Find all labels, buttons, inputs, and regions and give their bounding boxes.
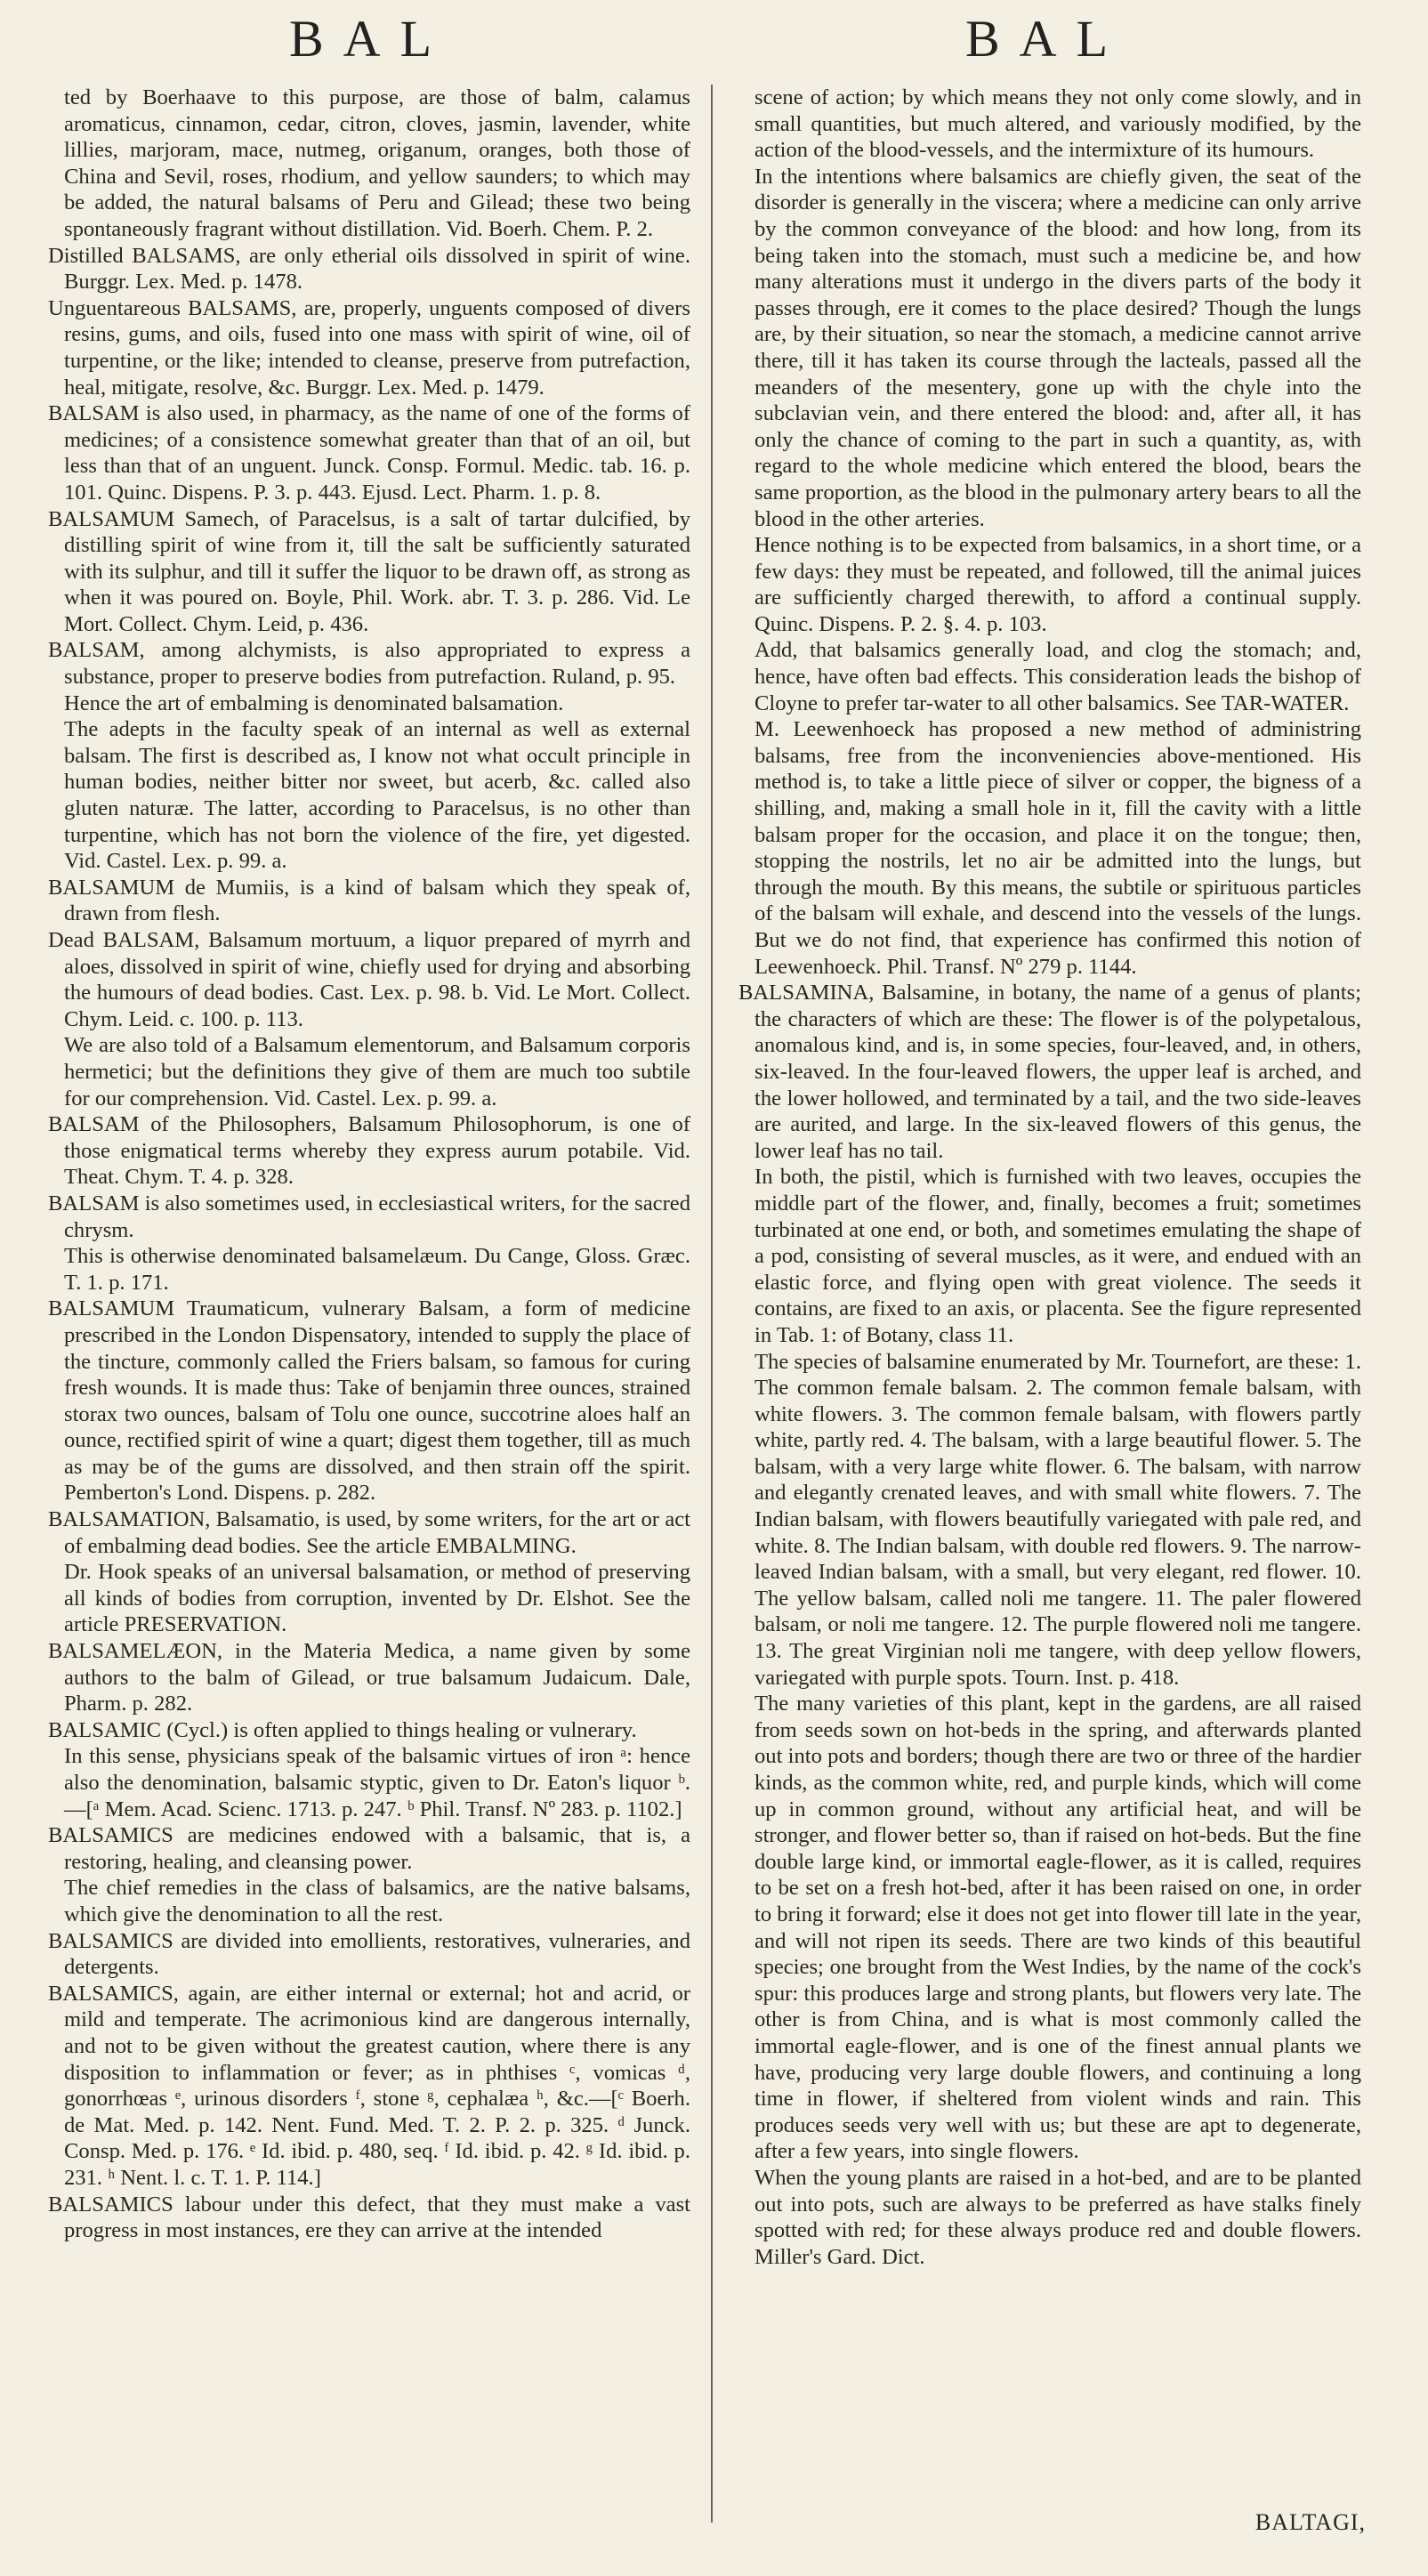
entry-paragraph: We are also told of a Balsamum elementorum, and Balsamum corporis hermetici; but the definitions they give of them are much too subtile for our comprehension. Vid. Castel. Lex. p. 99. a.	[64, 1033, 690, 1110]
running-head-right: BAL	[965, 10, 1127, 68]
entry-paragraph: The chief remedies in the class of balsamics, are the native balsams, which give the denomination to all the rest.	[64, 1876, 690, 1926]
running-head-left: BAL	[289, 10, 451, 68]
dictionary-entry: BALSAMATION, Balsamatio, is used, by some writers, for the art or act of embalming dead bodies. See the article EMBALMING.	[48, 1507, 690, 1558]
entry-paragraph: The adepts in the faculty speak of an internal as well as external balsam. The first is described as, I know not what occult principle in human bodies, neither bitter nor sweet, but acerb, &c. called also gluten naturæ. The latter, according to Paracelsus, is no other than turpentine, which has not born the violence of the fire, yet digested. Vid. Castel. Lex. p. 99. a.	[64, 717, 690, 874]
entry-paragraph: In this sense, physicians speak of the balsamic virtues of iron ᵃ: hence also the denomination, balsamic styptic, given to Dr. Eaton's liquor ᵇ.—[ᵃ Mem. Acad. Scienc. 1713. p. 247. ᵇ Phil. Transf. Nº 283. p. 1102.]	[64, 1744, 690, 1821]
dictionary-entry: BALSAM of the Philosophers, Balsamum Philosophorum, is one of those enigmatical terms whereby they express aurum potabile. Vid. Theat. Chym. T. 4. p. 328.	[48, 1112, 690, 1190]
entry-paragraph: In both, the pistil, which is furnished with two leaves, occupies the middle part of the flower, and, finally, becomes a fruit; sometimes turbinated at one end, or both, and sometimes emulating the shape of a pod, consisting of several muscles, as it were, and endued with an elastic force, and flying open with great violence. The seeds it contains, are fixed to an axis, or placenta. See the figure represented in Tab. 1: of Botany, class 11.	[754, 1165, 1361, 1347]
entry-paragraph: When the young plants are raised in a hot-bed, and are to be planted out into pots, such are always to be preferred as have stalks finely spotted with red; for these always produce red and double flowers. Miller's Gard. Dict.	[754, 2165, 1361, 2269]
dictionary-entry: BALSAMICS, again, are either internal or external; hot and acrid, or mild and temperate. The acrimonious kind are dangerous internally, and not to be given without the greatest caution, where there is any disposition to inflammation or fever; as in phthises ᶜ, vomicas ᵈ, gonorrhœas ᵉ, urinous disorders ᶠ, stone ᵍ, cephalæa ʰ, &c.—[ᶜ Boerh. de Mat. Med. p. 142. Nent. Fund. Med. T. 2. P. 2. p. 325. ᵈ Junck. Consp. Med. p. 176. ᵉ Id. ibid. p. 480, seq. ᶠ Id. ibid. p. 42. ᵍ Id. ibid. p. 231. ʰ Nent. l. c. T. 1. P. 114.]	[48, 1981, 690, 2190]
entry-paragraph: This is otherwise denominated balsamelæum. Du Cange, Gloss. Græc. T. 1. p. 171.	[64, 1244, 690, 1295]
entry-paragraph: Dr. Hook speaks of an universal balsamation, or method of preserving all kinds of bodies from corruption, invented by Dr. Elshot. See the article PRESERVATION.	[64, 1560, 690, 1637]
dictionary-entry: Unguentareous BALSAMS, are, properly, unguents composed of divers resins, gums, and oils, fused into one mass with spirit of wine, oil of turpentine, or the like; intended to cleanse, preserve from putrefaction, heal, mitigate, resolve, &c. Burggr. Lex. Med. p. 1479.	[48, 295, 690, 400]
entry-paragraph: Hence the art of embalming is denominated balsamation.	[64, 690, 564, 715]
entry-paragraph: Add, that balsamics generally load, and clog the stomach; and, hence, have often bad effects. This consideration leads the bishop of Cloyne to prefer tar-water to all other balsamics. See TAR-WATER.	[754, 638, 1361, 715]
dictionary-entry: Dead BALSAM, Balsamum mortuum, a liquor prepared of myrrh and aloes, dissolved in spirit of wine, chiefly used for drying and absorbing the humours of dead bodies. Cast. Lex. p. 98. b. Vid. Le Mort. Collect. Chym. Leid. c. 100. p. 113.	[48, 928, 690, 1031]
entry-paragraph: The species of balsamine enumerated by Mr. Tournefort, are these: 1. The common female balsam. 2. The common female balsam, with white flowers. 3. The common female balsam, with flowers partly white, partly red. 4. The balsam, with a large beautiful flower. 5. The balsam, with a very large white flower. 6. The balsam, with narrow and elegantly crenated leaves, and with small white flowers. 7. The Indian balsam, with flowers beautifully variegated with pale red, and white. 8. The Indian balsam, with double red flowers. 9. The narrow-leaved Indian balsam, with a small, but very elegant, red flower. 10. The yellow balsam, called noli me tangere. 11. The paler flowered balsam, or noli me tangere. 12. The purple flowered noli me tangere. 13. The great Virginian noli me tangere, with deep yellow flowers, variegated with purple spots. Tourn. Inst. p. 418.	[754, 1349, 1361, 1690]
entry-paragraph: In the intentions where balsamics are chiefly given, the seat of the disorder is generally in the viscera; where a medicine can only arrive by the common conveyance of the blood: and how long, from its being taken into the stomach, must such a medicine be, and how many alterations must it undergo in the divers parts of the body it passes through, ere it comes to the place desired? Though the lungs are, by their situation, so near the stomach, a medicine cannot arrive there, till it has taken its course through the lacteals, passed all the meanders of the mesentery, gone up with the chyle into the subclavian vein, and there entered the blood: and, after all, it has only the chance of coming to the part in such a quantity, as, with regard to the whole medicine which entered the blood, bears the same proportion, as the blood in the pulmonary artery bears to all the blood in the other arteries.	[754, 164, 1361, 531]
dictionary-entry: BALSAMUM de Mumiis, is a kind of balsam which they speak of, drawn from flesh.	[48, 875, 690, 926]
left-column	[48, 85, 690, 2523]
dictionary-entry: BALSAMICS are divided into emollients, restoratives, vulneraries, and detergents.	[48, 1928, 690, 1980]
dictionary-entry: BALSAM, among alchymists, is also appropriated to express a substance, proper to preserve bodies from putrefaction. Ruland, p. 95.	[48, 638, 690, 690]
dictionary-entry: BALSAMINA, Balsamine, in botany, the name of a genus of plants; the characters of which are these: The flower is of the polypetalous, anomalous kind, and is, in some species, four-leaved, and, in others, six-leaved. In the four-leaved flowers, the upper leaf is arched, and the lower hollowed, and terminated by a tail, and the two side-leaves are aurited, and large. In the six-leaved flowers of this genus, the lower leaf has no tail.	[738, 981, 1361, 1163]
entry-paragraph: scene of action; by which means they not only come slowly, and in small quantities, but much altered, and variously modified, by the action of the blood-vessels, and the intermixture of its humours.	[754, 85, 1361, 163]
entry-paragraph: Hence nothing is to be expected from balsamics, in a short time, or a few days: they must be repeated, and followed, till the animal juices are sufficiently charged therewith, to afford a continual supply. Quinc. Dispens. P. 2. §. 4. p. 103.	[754, 533, 1361, 636]
dictionary-entry: BALSAM is also sometimes used, in ecclesiastical writers, for the sacred chrysm.	[48, 1191, 690, 1242]
catchword: BALTAGI,	[1255, 2509, 1366, 2535]
dictionary-entry: Distilled BALSAMS, are only etherial oils dissolved in spirit of wine. Burggr. Lex. Med. p. 1478.	[48, 243, 690, 295]
entry-paragraph: M. Leewenhoeck has proposed a new method of administring balsams, free from the inconveniencies above-mentioned. His method is, to take a little piece of silver or copper, the bigness of a shilling, and, making a small hole in it, fill the cavity with a little balsam proper for the occasion, and place it on the tongue; then, stopping the nostrils, let no air be admitted into the lungs, but through the mouth. By this means, the subtile or spirituous particles of the balsam will exhale, and descend into the vessels of the lungs. But we do not find, that experience has confirmed this notion of Leewenhoeck. Phil. Transf. Nº 279 p. 1144.	[754, 717, 1361, 979]
entry-paragraph: ted by Boerhaave to this purpose, are those of balm, calamus aromaticus, cinnamon, cedar, citron, cloves, jasmin, lavender, white lillies, marjoram, mace, nutmeg, origanum, oranges, both those of China and Sevil, roses, rhodium, and yellow saunders; to which may be added, the natural balsams of Peru and Gilead; these two being spontaneously fragrant without distillation. Vid. Boerh. Chem. P. 2.	[64, 85, 690, 241]
dictionary-entry: BALSAMUM Traumaticum, vulnerary Balsam, a form of medicine prescribed in the London Dispensatory, intended to supply the place of the tincture, commonly called the Friers balsam, so famous for curing fresh wounds. It is made thus: Take of benjamin three ounces, strained storax two ounces, balsam of Tolu one ounce, succotrine aloes half an ounce, rectified spirit of wine a quart; digest them together, till as much as may be of the gums are dissolved, and then strain off the spirit. Pemberton's Lond. Dispens. p. 282.	[48, 1296, 690, 1506]
dictionary-entry: BALSAM is also used, in pharmacy, as the name of one of the forms of medicines; of a consistence somewhat greater than that of an oil, but less than that of an unguent. Junck. Consp. Formul. Medic. tab. 16. p. 101. Quinc. Dispens. P. 3. p. 443. Ejusd. Lect. Pharm. 1. p. 8.	[48, 401, 690, 505]
dictionary-entry: BALSAMICS are medicines endowed with a balsamic, that is, a restoring, healing, and cleansing power.	[48, 1823, 690, 1874]
dictionary-entry: BALSAMUM Samech, of Paracelsus, is a salt of tartar dulcified, by distilling spirit of wine from it, till the salt be sufficiently saturated with its sulphur, and till it suffer the liquor to be drawn off, as strong as when it was poured on. Boyle, Phil. Work. abr. T. 3. p. 286. Vid. Le Mort. Collect. Chym. Leid, p. 436.	[48, 506, 690, 636]
right-column	[738, 85, 1361, 2523]
entry-paragraph: The many varieties of this plant, kept in the gardens, are all raised from seeds sown on hot-beds in the spring, and afterwards planted out into pots and borders; though there are two or three of the hardier kinds, as the common white, red, and purple kinds, which will come up in common ground, without any artificial heat, and will be stronger, and flower better so, than if raised on hot-beds. But the fine double large kind, or immortal eagle-flower, as it is called, requires to be set on a fresh hot-bed, after it has been raised on one, in order to bring it forward; else it does not get into flower till late in the year, and will not ripen its seeds. There are two kinds of this beautiful species; one brought from the West Indies, by the name of the cock's spur: this produces large and strong plants, but flowers very late. The other is from China, and is what is most commonly called the immortal eagle-flower, and is one of the finest annual plants we have, producing very large double flowers, and continuing a long time in flower, if sheltered from violent winds and rain. This produces seeds very well with us; but these are apt to degenerate, after a few years, into single flowers.	[754, 1692, 1361, 2164]
dictionary-entry: BALSAMELÆON, in the Materia Medica, a name given by some authors to the balm of Gilead, or true balsamum Judaicum. Dale, Pharm. p. 282.	[48, 1639, 690, 1716]
dictionary-entry: BALSAMIC (Cycl.) is often applied to things healing or vulnerary.	[48, 1717, 637, 1742]
dictionary-entry: BALSAMICS labour under this defect, that they must make a vast progress in most instances, ere they can arrive at the intended	[48, 2192, 690, 2243]
column-divider	[711, 85, 713, 2523]
